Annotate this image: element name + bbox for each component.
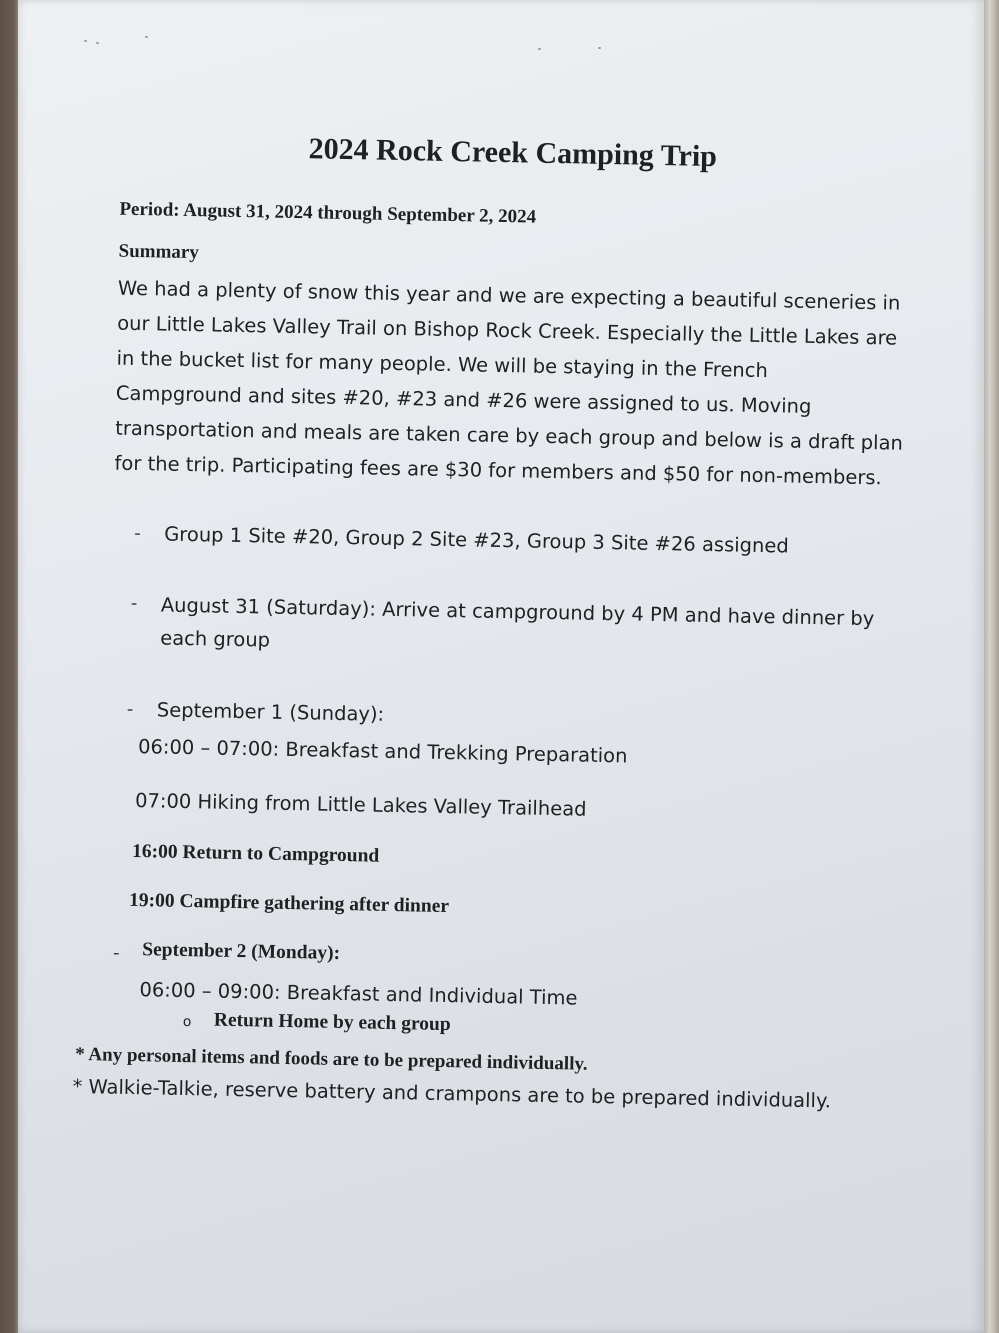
aug31-item-continued: each group [159, 626, 271, 652]
note-personal-items: * Any personal items and foods are to be prepared individually. [74, 1043, 588, 1075]
sep1-hiking-time: 07:00 Hiking from Little Lakes Valley Trailhead [134, 789, 587, 821]
list-dash: - [126, 698, 134, 720]
summary-line: for the trip. Participating fees are $30 for members and $50 for non-members. [114, 451, 882, 490]
sep2-return-home: Return Home by each group [213, 1009, 451, 1036]
aug31-item: August 31 (Saturday): Arrive at campground by 4 PM and have dinner by [160, 593, 875, 631]
list-dash: - [112, 942, 120, 964]
sep2-heading: September 2 (Monday): [142, 939, 341, 964]
sep1-return-time: 16:00 Return to Campground [131, 840, 380, 867]
sep1-campfire-time: 19:00 Campfire gathering after dinner [128, 889, 450, 918]
sep2-breakfast-time: 06:00 – 09:00: Breakfast and Individual Time [139, 978, 578, 1010]
list-dash: - [130, 592, 138, 615]
list-dash: - [134, 522, 141, 545]
summary-heading: Summary [118, 240, 200, 264]
note-walkie-talkie: * Walkie-Talkie, reserve battery and crampons are to be prepared individually. [72, 1074, 832, 1113]
period-line: Period: August 31, 2024 through September 2, 2024 [119, 198, 537, 228]
summary-line: transportation and meals are taken care by each group and below is a draft plan [115, 416, 904, 455]
summary-line: Campground and sites #20, #23 and #26 were assigned to us. Moving [115, 381, 812, 418]
summary-line: We had a plenty of snow this year and we are expecting a beautiful sceneries in [117, 276, 901, 315]
summary-paragraph [114, 271, 928, 497]
groups-assignment-item: Group 1 Site #20, Group 2 Site #23, Group 3 Site #26 assigned [163, 522, 789, 558]
summary-line: in the bucket list for many people. We will be staying in the French [116, 346, 769, 383]
document-title: 2024 Rock Creek Camping Trip [308, 132, 718, 174]
sep1-breakfast-time: 06:00 – 07:00: Breakfast and Trekking Preparation [137, 735, 628, 768]
sep1-heading: September 1 (Sunday): [156, 698, 385, 726]
circle-bullet-icon: o [182, 1013, 192, 1031]
summary-line: our Little Lakes Valley Trail on Bishop Rock Creek. Especially the Little Lakes are [117, 311, 898, 350]
